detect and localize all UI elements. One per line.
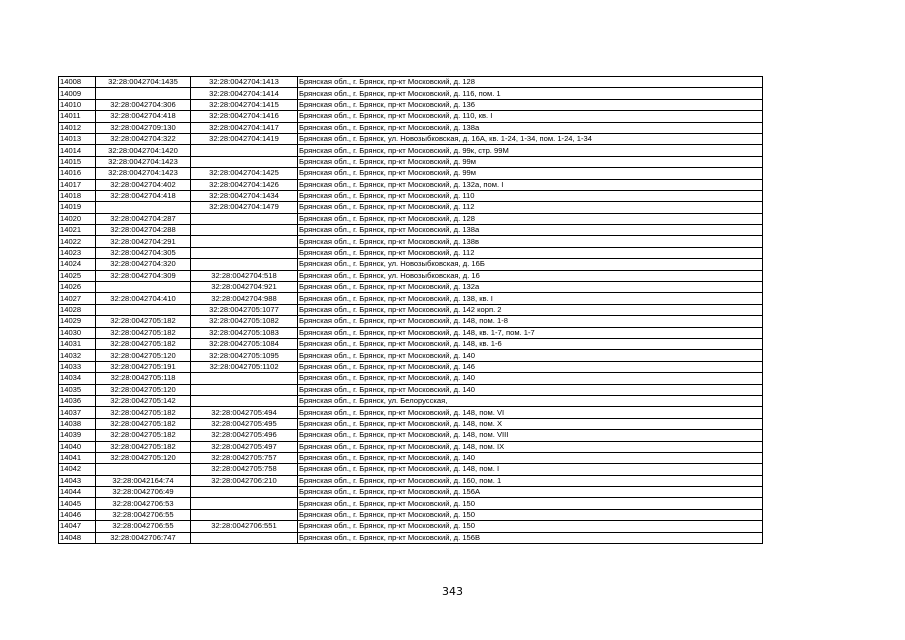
object-cadastral-number-cell: 32:28:0042704:1419 [191, 133, 298, 144]
address-cell: Брянская обл., г. Брянск, пр-кт Московский, д. 116, пом. 1 [298, 88, 763, 99]
object-cadastral-number-cell: 32:28:0042705:1084 [191, 338, 298, 349]
table-row [59, 179, 763, 190]
object-cadastral-number-cell: 32:28:0042704:988 [191, 293, 298, 304]
row-number-cell: 14014 [59, 145, 96, 156]
cadastral-number-cell: 32:28:0042704:306 [96, 99, 191, 110]
table-row [59, 145, 763, 156]
table-body [59, 77, 763, 544]
row-number-cell: 14009 [59, 88, 96, 99]
table-row [59, 521, 763, 532]
address-cell: Брянская обл., г. Брянск, пр-кт Московский, д. 128 [298, 213, 763, 224]
address-cell: Брянская обл., г. Брянск, пр-кт Московский, д. 140 [298, 452, 763, 463]
cadastral-number-cell: 32:28:0042704:320 [96, 259, 191, 270]
table-row [59, 441, 763, 452]
object-cadastral-number-cell: 32:28:0042705:1082 [191, 316, 298, 327]
table-row [59, 270, 763, 281]
address-cell: Брянская обл., г. Брянск, пр-кт Московский, д. 156В [298, 532, 763, 543]
object-cadastral-number-cell: 32:28:0042705:1083 [191, 327, 298, 338]
cadastral-number-cell: 32:28:0042705:142 [96, 395, 191, 406]
row-number-cell: 14017 [59, 179, 96, 190]
cadastral-number-cell: 32:28:0042704:1423 [96, 156, 191, 167]
cadastral-number-cell: 32:28:0042704:291 [96, 236, 191, 247]
cadastral-number-cell: 32:28:0042704:309 [96, 270, 191, 281]
table-row [59, 464, 763, 475]
cadastral-number-cell [96, 304, 191, 315]
row-number-cell: 14030 [59, 327, 96, 338]
table-row [59, 452, 763, 463]
object-cadastral-number-cell: 32:28:0042704:1413 [191, 77, 298, 88]
address-cell: Брянская обл., г. Брянск, пр-кт Московский, д. 99к, стр. 99М [298, 145, 763, 156]
address-cell: Брянская обл., г. Брянск, пр-кт Московский, д. 99м [298, 168, 763, 179]
object-cadastral-number-cell: 32:28:0042704:1416 [191, 111, 298, 122]
address-cell: Брянская обл., г. Брянск, пр-кт Московский, д. 138а [298, 225, 763, 236]
address-cell: Брянская обл., г. Брянск, пр-кт Московский, д. 140 [298, 373, 763, 384]
row-number-cell: 14021 [59, 225, 96, 236]
object-cadastral-number-cell: 32:28:0042705:757 [191, 452, 298, 463]
address-cell: Брянская обл., г. Брянск, пр-кт Московский, д. 142 корп. 2 [298, 304, 763, 315]
address-cell: Брянская обл., г. Брянск, ул. Белорусская, [298, 395, 763, 406]
address-cell: Брянская обл., г. Брянск, пр-кт Московский, д. 150 [298, 521, 763, 532]
object-cadastral-number-cell [191, 373, 298, 384]
address-cell: Брянская обл., г. Брянск, пр-кт Московский, д. 148, пом. VI [298, 407, 763, 418]
cadastral-number-cell: 32:28:0042704:1435 [96, 77, 191, 88]
address-cell: Брянская обл., г. Брянск, пр-кт Московский, д. 156А [298, 487, 763, 498]
cadastral-number-cell: 32:28:0042709:130 [96, 122, 191, 133]
address-cell: Брянская обл., г. Брянск, пр-кт Московский, д. 148, пом. 1-8 [298, 316, 763, 327]
address-cell: Брянская обл., г. Брянск, пр-кт Московский, д. 138а [298, 122, 763, 133]
table-row [59, 225, 763, 236]
object-cadastral-number-cell: 32:28:0042704:921 [191, 282, 298, 293]
table-row [59, 338, 763, 349]
row-number-cell: 14008 [59, 77, 96, 88]
cadastral-number-cell: 32:28:0042705:120 [96, 350, 191, 361]
row-number-cell: 14036 [59, 395, 96, 406]
table-row [59, 282, 763, 293]
object-cadastral-number-cell: 32:28:0042706:551 [191, 521, 298, 532]
cadastral-number-cell: 32:28:0042705:182 [96, 327, 191, 338]
table-row [59, 304, 763, 315]
cadastral-number-cell: 32:28:0042706:55 [96, 521, 191, 532]
cadastral-register-table [58, 76, 763, 544]
row-number-cell: 14010 [59, 99, 96, 110]
table-row [59, 190, 763, 201]
row-number-cell: 14012 [59, 122, 96, 133]
row-number-cell: 14037 [59, 407, 96, 418]
cadastral-number-cell: 32:28:0042704:1423 [96, 168, 191, 179]
table-row [59, 430, 763, 441]
object-cadastral-number-cell: 32:28:0042704:1417 [191, 122, 298, 133]
object-cadastral-number-cell [191, 145, 298, 156]
object-cadastral-number-cell [191, 509, 298, 520]
cadastral-number-cell [96, 282, 191, 293]
row-number-cell: 14015 [59, 156, 96, 167]
row-number-cell: 14018 [59, 190, 96, 201]
row-number-cell: 14043 [59, 475, 96, 486]
address-cell: Брянская обл., г. Брянск, пр-кт Московский, д. 128 [298, 77, 763, 88]
row-number-cell: 14034 [59, 373, 96, 384]
cadastral-number-cell: 32:28:0042706:53 [96, 498, 191, 509]
table-row [59, 373, 763, 384]
object-cadastral-number-cell: 32:28:0042704:1425 [191, 168, 298, 179]
address-cell: Брянская обл., г. Брянск, пр-кт Московский, д. 132а [298, 282, 763, 293]
cadastral-number-cell: 32:28:0042705:120 [96, 452, 191, 463]
object-cadastral-number-cell: 32:28:0042704:1434 [191, 190, 298, 201]
object-cadastral-number-cell: 32:28:0042704:1414 [191, 88, 298, 99]
cadastral-number-cell: 32:28:0042705:118 [96, 373, 191, 384]
table-row [59, 487, 763, 498]
table-row [59, 259, 763, 270]
table-row [59, 77, 763, 88]
object-cadastral-number-cell: 32:28:0042705:495 [191, 418, 298, 429]
address-cell: Брянская обл., г. Брянск, пр-кт Московский, д. 150 [298, 498, 763, 509]
row-number-cell: 14042 [59, 464, 96, 475]
row-number-cell: 14041 [59, 452, 96, 463]
address-cell: Брянская обл., г. Брянск, пр-кт Московский, д. 110 [298, 190, 763, 201]
row-number-cell: 14022 [59, 236, 96, 247]
table-row [59, 99, 763, 110]
table-row [59, 236, 763, 247]
cadastral-number-cell: 32:28:0042706:55 [96, 509, 191, 520]
address-cell: Брянская обл., г. Брянск, пр-кт Московский, д. 148, кв. 1-6 [298, 338, 763, 349]
row-number-cell: 14048 [59, 532, 96, 543]
cadastral-number-cell: 32:28:0042706:747 [96, 532, 191, 543]
page-number: 343 [442, 585, 463, 598]
object-cadastral-number-cell [191, 259, 298, 270]
object-cadastral-number-cell [191, 156, 298, 167]
table-row [59, 156, 763, 167]
address-cell: Брянская обл., г. Брянск, пр-кт Московский, д. 140 [298, 350, 763, 361]
cadastral-number-cell: 32:28:0042705:191 [96, 361, 191, 372]
table-row [59, 122, 763, 133]
row-number-cell: 14026 [59, 282, 96, 293]
object-cadastral-number-cell: 32:28:0042704:518 [191, 270, 298, 281]
table-row [59, 384, 763, 395]
cadastral-number-cell: 32:28:0042705:120 [96, 384, 191, 395]
address-cell: Брянская обл., г. Брянск, ул. Новозыбковская, д. 16А, кв. 1-24, 1-34, пом. 1-24, 1-34 [298, 133, 763, 144]
row-number-cell: 14011 [59, 111, 96, 122]
object-cadastral-number-cell: 32:28:0042704:1426 [191, 179, 298, 190]
address-cell: Брянская обл., г. Брянск, пр-кт Московский, д. 148, пом. VIII [298, 430, 763, 441]
cadastral-number-cell: 32:28:0042704:402 [96, 179, 191, 190]
cadastral-number-cell: 32:28:0042704:305 [96, 247, 191, 258]
object-cadastral-number-cell: 32:28:0042704:1479 [191, 202, 298, 213]
row-number-cell: 14038 [59, 418, 96, 429]
object-cadastral-number-cell: 32:28:0042704:1415 [191, 99, 298, 110]
address-cell: Брянская обл., г. Брянск, пр-кт Московский, д. 112 [298, 247, 763, 258]
row-number-cell: 14045 [59, 498, 96, 509]
cadastral-number-cell: 32:28:0042705:182 [96, 430, 191, 441]
cadastral-number-cell [96, 88, 191, 99]
object-cadastral-number-cell [191, 498, 298, 509]
table-row [59, 509, 763, 520]
address-cell: Брянская обл., г. Брянск, пр-кт Московский, д. 138в [298, 236, 763, 247]
row-number-cell: 14040 [59, 441, 96, 452]
address-cell: Брянская обл., г. Брянск, ул. Новозыбковская, д. 16Б [298, 259, 763, 270]
cadastral-number-cell: 32:28:0042704:287 [96, 213, 191, 224]
row-number-cell: 14016 [59, 168, 96, 179]
row-number-cell: 14013 [59, 133, 96, 144]
cadastral-number-cell: 32:28:0042705:182 [96, 316, 191, 327]
table-row [59, 532, 763, 543]
table-row [59, 418, 763, 429]
table-row [59, 407, 763, 418]
cadastral-number-cell: 32:28:0042705:182 [96, 418, 191, 429]
row-number-cell: 14027 [59, 293, 96, 304]
address-cell: Брянская обл., г. Брянск, пр-кт Московский, д. 132а, пом. I [298, 179, 763, 190]
object-cadastral-number-cell: 32:28:0042705:494 [191, 407, 298, 418]
address-cell: Брянская обл., г. Брянск, пр-кт Московский, д. 110, кв. I [298, 111, 763, 122]
table-row [59, 316, 763, 327]
object-cadastral-number-cell [191, 532, 298, 543]
row-number-cell: 14035 [59, 384, 96, 395]
object-cadastral-number-cell [191, 225, 298, 236]
row-number-cell: 14025 [59, 270, 96, 281]
address-cell: Брянская обл., г. Брянск, пр-кт Московский, д. 146 [298, 361, 763, 372]
object-cadastral-number-cell: 32:28:0042705:1077 [191, 304, 298, 315]
object-cadastral-number-cell: 32:28:0042705:497 [191, 441, 298, 452]
row-number-cell: 14019 [59, 202, 96, 213]
table-row [59, 498, 763, 509]
address-cell: Брянская обл., г. Брянск, пр-кт Московский, д. 150 [298, 509, 763, 520]
object-cadastral-number-cell: 32:28:0042705:1102 [191, 361, 298, 372]
cadastral-number-cell: 32:28:0042704:1420 [96, 145, 191, 156]
table-row [59, 213, 763, 224]
object-cadastral-number-cell: 32:28:0042706:210 [191, 475, 298, 486]
address-cell: Брянская обл., г. Брянск, пр-кт Московский, д. 112 [298, 202, 763, 213]
cadastral-number-cell: 32:28:0042164:74 [96, 475, 191, 486]
cadastral-number-cell: 32:28:0042704:418 [96, 190, 191, 201]
object-cadastral-number-cell [191, 487, 298, 498]
row-number-cell: 14046 [59, 509, 96, 520]
table-row [59, 133, 763, 144]
table-row [59, 168, 763, 179]
address-cell: Брянская обл., г. Брянск, пр-кт Московский, д. 148, пом. IX [298, 441, 763, 452]
table-row [59, 111, 763, 122]
object-cadastral-number-cell: 32:28:0042705:758 [191, 464, 298, 475]
cadastral-number-cell: 32:28:0042706:49 [96, 487, 191, 498]
cadastral-number-cell: 32:28:0042704:288 [96, 225, 191, 236]
object-cadastral-number-cell [191, 236, 298, 247]
object-cadastral-number-cell [191, 247, 298, 258]
table-row [59, 202, 763, 213]
cadastral-number-cell: 32:28:0042704:410 [96, 293, 191, 304]
row-number-cell: 14033 [59, 361, 96, 372]
row-number-cell: 14031 [59, 338, 96, 349]
address-cell: Брянская обл., г. Брянск, пр-кт Московский, д. 148, кв. 1-7, пом. 1-7 [298, 327, 763, 338]
row-number-cell: 14023 [59, 247, 96, 258]
cadastral-number-cell: 32:28:0042704:322 [96, 133, 191, 144]
table-row [59, 475, 763, 486]
row-number-cell: 14032 [59, 350, 96, 361]
address-cell: Брянская обл., г. Брянск, пр-кт Московский, д. 99м [298, 156, 763, 167]
cadastral-number-cell: 32:28:0042705:182 [96, 338, 191, 349]
object-cadastral-number-cell [191, 395, 298, 406]
table-row [59, 247, 763, 258]
cadastral-number-cell [96, 202, 191, 213]
cadastral-number-cell: 32:28:0042704:418 [96, 111, 191, 122]
row-number-cell: 14044 [59, 487, 96, 498]
address-cell: Брянская обл., г. Брянск, пр-кт Московский, д. 136 [298, 99, 763, 110]
object-cadastral-number-cell: 32:28:0042705:496 [191, 430, 298, 441]
row-number-cell: 14024 [59, 259, 96, 270]
table-row [59, 293, 763, 304]
address-cell: Брянская обл., г. Брянск, пр-кт Московский, д. 148, пом. X [298, 418, 763, 429]
address-cell: Брянская обл., г. Брянск, пр-кт Московский, д. 140 [298, 384, 763, 395]
row-number-cell: 14047 [59, 521, 96, 532]
row-number-cell: 14028 [59, 304, 96, 315]
row-number-cell: 14029 [59, 316, 96, 327]
table-row [59, 88, 763, 99]
table-row [59, 350, 763, 361]
object-cadastral-number-cell [191, 384, 298, 395]
address-cell: Брянская обл., г. Брянск, пр-кт Московский, д. 138, кв. I [298, 293, 763, 304]
cadastral-number-cell: 32:28:0042705:182 [96, 407, 191, 418]
object-cadastral-number-cell: 32:28:0042705:1095 [191, 350, 298, 361]
object-cadastral-number-cell [191, 213, 298, 224]
row-number-cell: 14039 [59, 430, 96, 441]
table-row [59, 361, 763, 372]
cadastral-number-cell [96, 464, 191, 475]
address-cell: Брянская обл., г. Брянск, пр-кт Московский, д. 148, пом. I [298, 464, 763, 475]
row-number-cell: 14020 [59, 213, 96, 224]
table-row [59, 327, 763, 338]
cadastral-number-cell: 32:28:0042705:182 [96, 441, 191, 452]
address-cell: Брянская обл., г. Брянск, пр-кт Московский, д. 160, пом. 1 [298, 475, 763, 486]
address-cell: Брянская обл., г. Брянск, ул. Новозыбковская, д. 16 [298, 270, 763, 281]
table-row [59, 395, 763, 406]
